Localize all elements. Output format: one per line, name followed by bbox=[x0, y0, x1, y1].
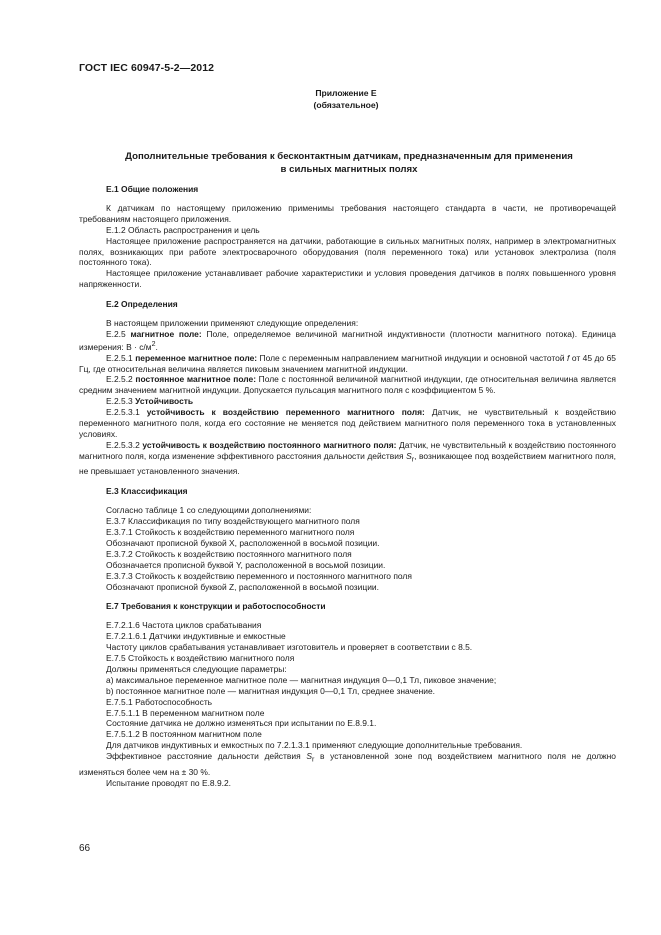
section-heading-e2: E.2 Определения bbox=[106, 299, 178, 310]
defined-term: постоянное магнитное поле: bbox=[135, 374, 257, 385]
list-item: E.7.5.1.1 В переменном магнитном поле bbox=[106, 707, 265, 718]
definition-e-2-5-3-2: E.2.5.3.2 устойчивость к воздействию постоянного магнитного поля: Датчик, не чувствительный к воздействию постоянного магнитного поля, когда изменение эффективного расстояния дальности действия $S_r$, возникающее под воздействием магнитного поля, не превышает установленного значения. bbox=[79, 439, 616, 477]
annex-heading bbox=[300, 87, 392, 111]
annex-title: Приложение E bbox=[315, 88, 377, 98]
list-item: E.3.7 Классификация по типу воздействующего магнитного поля bbox=[106, 516, 360, 527]
document-body bbox=[79, 184, 616, 789]
list-item: E.7.5.1.2 В постоянном магнитном поле bbox=[106, 729, 262, 740]
defined-term: устойчивость к воздействию постоянного магнитного поля: bbox=[142, 439, 397, 450]
list-item: Состояние датчика не должно изменяться при испытании по E.8.9.1. bbox=[106, 718, 377, 729]
list-item: E.7.5 Стойкость к воздействию магнитного поля bbox=[106, 653, 295, 664]
paragraph: Настоящее приложение распространяется на датчики, работающие в сильных магнитных полях, например в электромагнитных полях, возникающих при работе электросварочного оборудования (поля переменного тока) или установок электролиза (поля постоянного тока). bbox=[79, 235, 616, 268]
definition-e-2-5: E.2.5 магнитное поле: Поле, определяемое величиной магнитной индуктивности (плотности магнитного потока). Единица измерения: $В \cdot с/м^2$. bbox=[79, 328, 616, 352]
paragraph: Эффективное расстояние дальности действия $S_r$ в установленной зоне под воздействием магнитного поля не должно изменяться более чем на ± 30 %. bbox=[79, 751, 616, 777]
definition-e-2-5-3: E.2.5.3 Устойчивость bbox=[106, 396, 194, 407]
page-number: 66 bbox=[79, 843, 91, 854]
defined-term: магнитное поле: bbox=[130, 328, 202, 339]
title-line-2: в сильных магнитных полях bbox=[280, 164, 418, 175]
defined-term: переменное магнитное поле: bbox=[135, 352, 258, 363]
subsection-title: E.1.2 Область распространения и цель bbox=[106, 224, 260, 235]
definition-e-2-5-1: E.2.5.1 переменное магнитное поле: Поле с переменным направлением магнитной индукции и основной частотой f от 45 до 65 Гц, где относительная величина является пиковым значением магнитной индукции. bbox=[79, 352, 616, 374]
list-item: E.7.2.1.6 Частота циклов срабатывания bbox=[106, 620, 262, 631]
list-item: Для датчиков индуктивных и емкостных по 7.2.1.3.1 применяют следующие дополнительные требования. bbox=[106, 740, 523, 751]
definition-e-2-5-3-1: E.2.5.3.1 устойчивость к воздействию переменного магнитного поля: Датчик, не чувствительный к воздействию переменного магнитного поля, когда его состояние не меняется под действием магнитного поля переменного тока в установленных условиях. bbox=[79, 407, 616, 439]
list-item: Обозначают прописной буквой Z, расположенной в восьмой позиции. bbox=[106, 581, 379, 592]
document-id: ГОСТ IEC 60947-5-2—2012 bbox=[79, 62, 215, 74]
list-item: Должны применяться следующие параметры: bbox=[106, 663, 287, 674]
defined-term: устойчивость к воздействию переменного магнитного поля: bbox=[146, 407, 425, 418]
section-heading-e3: E.3 Классификация bbox=[106, 486, 188, 497]
annex-main-title bbox=[79, 150, 619, 176]
section-heading-e7: E.7 Требования к конструкции и работоспособности bbox=[106, 601, 326, 612]
title-line-1: Дополнительные требования к бесконтактным датчикам, предназначенным для применения bbox=[125, 151, 573, 162]
list-item: Согласно таблице 1 со следующими дополнениями: bbox=[106, 505, 312, 516]
list-item: E.3.7.1 Стойкость к воздействию переменного магнитного поля bbox=[106, 526, 355, 537]
list-item: E.3.7.3 Стойкость к воздействию переменного и постоянного магнитного поля bbox=[106, 570, 412, 581]
paragraph: Настоящее приложение устанавливает рабочие характеристики и условия проведения датчиков в полях повышенного уровня напряженности. bbox=[79, 268, 616, 290]
list-item: E.3.7.2 Стойкость к воздействию постоянного магнитного поля bbox=[106, 548, 352, 559]
list-item: E.7.5.1 Работоспособность bbox=[106, 696, 213, 707]
list-item: Обозначается прописной буквой Y, расположенной в восьмой позиции. bbox=[106, 559, 386, 570]
list-item: Частоту циклов срабатывания устанавливает изготовитель и проверяет в соответствии с 8.5. bbox=[106, 642, 473, 653]
paragraph: В настоящем приложении применяют следующие определения: bbox=[106, 318, 359, 329]
section-heading-e1: E.1 Общие положения bbox=[106, 184, 199, 194]
list-item: a) максимальное переменное магнитное поле — магнитная индукция 0—0,1 Тл, пиковое значение; bbox=[106, 674, 497, 685]
defined-term: Устойчивость bbox=[135, 396, 194, 407]
definition-e-2-5-2: E.2.5.2 постоянное магнитное поле: Поле с постоянной величиной магнитной индукции, где относительная величина является средним значением магнитной индукции. Допускается пульсация магнитного поля с коэффициентом 5 %. bbox=[79, 374, 616, 396]
paragraph: К датчикам по настоящему приложению применимы требования настоящего стандарта в части, не противоречащей требованиям настоящего приложения. bbox=[79, 202, 616, 224]
list-item: E.7.2.1.6.1 Датчики индуктивные и емкостные bbox=[106, 631, 286, 642]
list-item: Обозначают прописной буквой X, расположенной в восьмой позиции. bbox=[106, 537, 380, 548]
paragraph: Испытание проводят по E.8.9.2. bbox=[106, 777, 232, 788]
annex-status: (обязательное) bbox=[313, 100, 379, 110]
list-item: b) постоянное магнитное поле — магнитная индукция 0—0,1 Тл, среднее значение. bbox=[106, 685, 436, 696]
